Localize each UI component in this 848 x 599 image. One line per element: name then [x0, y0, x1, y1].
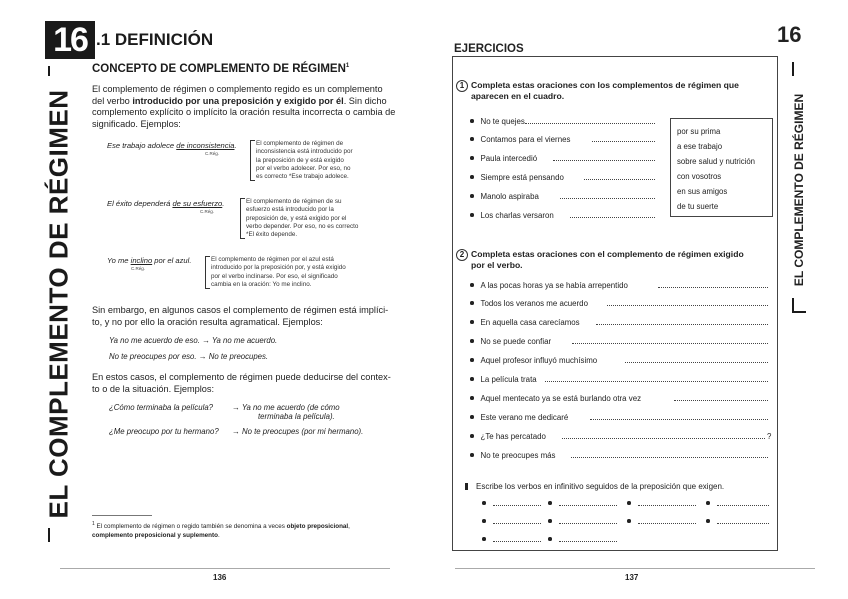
blank-line[interactable]: [592, 135, 655, 142]
section-title: .1 DEFINICIÓN: [96, 30, 214, 49]
spine-dash-mark: [48, 528, 50, 542]
blank-line[interactable]: [562, 432, 765, 439]
word-bank-item: a ese trabajo: [677, 142, 723, 151]
blank-line[interactable]: [572, 337, 768, 344]
context-example-answer: → Ya no me acuerdo (de cómo: [232, 403, 340, 412]
infinitive-blank[interactable]: [482, 499, 493, 508]
left-spine: [44, 64, 74, 544]
exercise-2-item: Este verano me dedicaré: [470, 413, 568, 422]
blank-line[interactable]: [596, 318, 768, 325]
concept-title: CONCEPTO DE COMPLEMENTO DE RÉGIMEN$^1$: [92, 63, 350, 75]
blank-line[interactable]: [559, 535, 617, 542]
blank-line[interactable]: [717, 499, 769, 506]
exercises-title: EJERCICIOS: [454, 43, 524, 55]
chapter-number: 16: [777, 22, 802, 47]
blank-line[interactable]: [570, 211, 655, 218]
context-example-question: ¿Me preocupo por tu hermano?: [109, 427, 219, 436]
example-sentence: Ese trabajo adolece de inconsistencia.: [107, 141, 237, 150]
blank-line[interactable]: [559, 499, 617, 506]
exercise-2-item: Aquel profesor influyó muchísimo: [470, 356, 597, 365]
blank-line[interactable]: [525, 117, 655, 124]
exercise-2-item: ¿Te has percatado: [470, 432, 546, 441]
exercise-1-item: Los charlas versaron: [470, 211, 554, 220]
bottom-rule: [455, 568, 815, 569]
explanation-note: El complemento de régimen de inconsistencia está introducido por la preposición de y está exigido por el verbo adolecer. Por eso, no es correcto *Ese trabajo adolece.: [250, 140, 395, 181]
spine-dash-mark: [792, 311, 806, 313]
exercise-2-item: Aquel mentecato ya se está burlando otra vez: [470, 394, 641, 403]
word-bank-item: sobre salud y nutrición: [677, 157, 756, 166]
left-spine-text: EL COMPLEMENTO DE RÉGIMEN: [43, 89, 74, 519]
infinitive-blank[interactable]: [706, 499, 717, 508]
word-bank-item: por su prima: [677, 127, 721, 136]
infinitive-blank[interactable]: [548, 517, 559, 526]
blank-line[interactable]: [584, 173, 655, 180]
intro-paragraph: El complemento de régimen o complemento regido es un complemento del verbo introducido por una preposición y exigido por él. Sin dicho complemento explícito o implícito la oración resulta incorrecta o cambia de significado. Ejemplos:: [92, 84, 396, 129]
explanation-note: El complemento de régimen de su esfuerzo está introducido por la preposición de, y está exigido por el verbo depender. Por eso, no es correcto *El éxito depende.: [240, 198, 400, 239]
context-example-question: ¿Cómo terminaba la película?: [109, 403, 214, 412]
tag-label: C.Rég.: [200, 209, 215, 214]
tag-label: C.Rég.: [205, 151, 220, 156]
right-spine: [787, 60, 811, 320]
infinitive-blank[interactable]: [482, 535, 493, 544]
blank-line[interactable]: [625, 356, 768, 363]
exercise-number-1: 1: [456, 80, 468, 92]
word-bank-item: con vosotros: [677, 172, 722, 181]
example-sentence: El éxito dependerá de su esfuerzo.: [107, 199, 225, 208]
exercise-1-instruction: Completa estas oraciones con los complementos de régimen que aparecen en el cuadro.: [471, 80, 739, 101]
exercise-2-item: A las pocas horas ya se había arrepentido: [470, 281, 628, 290]
context-example-answer-cont: terminaba la película).: [258, 412, 335, 421]
infinitive-blank[interactable]: [706, 517, 717, 526]
blank-line[interactable]: [545, 375, 768, 382]
exercise-2-item: La película trata: [470, 375, 537, 384]
blank-line[interactable]: [560, 192, 655, 199]
blank-line[interactable]: [493, 499, 541, 506]
exercise-number-2: 2: [456, 249, 468, 261]
footnote: $^1$ El complemento de régimen o regido también se denomina a veces objeto preposicional, complemento preposicional y suplemento.: [92, 521, 350, 540]
infinitive-blank[interactable]: [627, 499, 638, 508]
exercise-2-instruction: Completa estas oraciones con el complemento de régimen exigido por el verbo.: [471, 249, 744, 270]
spine-dash-mark: [792, 62, 794, 76]
implicit-paragraph: Sin embargo, en algunos casos el complemento de régimen está implíci- to, y no por ello la oración resulta agramatical. Ejemplos:: [92, 305, 389, 327]
exercise-2-item: En aquella casa carecíamos: [470, 318, 580, 327]
spine-dash-mark: [48, 66, 50, 76]
footnote-rule: [92, 515, 152, 516]
blank-line[interactable]: [607, 299, 768, 306]
tag-label: C.Rég.: [131, 266, 146, 271]
exercise-2-item: No te preocupes más: [470, 451, 556, 460]
page-number-left: 136: [213, 573, 227, 582]
blank-line[interactable]: [553, 154, 655, 161]
bottom-rule: [60, 568, 390, 569]
blank-line[interactable]: [717, 517, 769, 524]
exercise-1-item: Contamos para el viernes: [470, 135, 570, 144]
explanation-note: El complemento de régimen por el azul está introducido por la preposición por, y está exigido por el verbo inclinarse. Por eso, el significado cambia en la oración: Yo me inclino.: [205, 256, 400, 289]
exercise-2-item: No se puede confiar: [470, 337, 551, 346]
blank-line[interactable]: [493, 517, 541, 524]
infinitive-blank[interactable]: [627, 517, 638, 526]
blank-line[interactable]: [571, 451, 768, 458]
blank-line[interactable]: [658, 281, 768, 288]
context-paragraph: En estos casos, el complemento de régimen puede deducirse del contex- to o de la situación. Ejemplos:: [92, 372, 391, 394]
infinitive-blank[interactable]: [548, 499, 559, 508]
blank-line[interactable]: [590, 413, 768, 420]
exercise-1-item: Siempre está pensando: [470, 173, 564, 182]
spine-dash-mark: [792, 298, 794, 312]
exercise-1-item: No te quejes: [470, 117, 525, 126]
infinitive-instruction: Escribe los verbos en infinitivo seguidos de la preposición que exigen.: [465, 482, 724, 491]
right-spine-text: EL COMPLEMENTO DE RÉGIMEN: [792, 93, 806, 287]
blank-line[interactable]: [638, 517, 696, 524]
question-mark: ?: [767, 432, 772, 441]
exercise-1-item: Manolo aspiraba: [470, 192, 539, 201]
infinitive-blank[interactable]: [482, 517, 493, 526]
word-bank-item: de tu suerte: [677, 202, 719, 211]
context-example-answer: → No te preocupes (por mi hermano).: [232, 427, 364, 436]
blank-line[interactable]: [638, 499, 696, 506]
section-number-badge: 16: [45, 21, 95, 59]
exercise-1-item: Paula intercedió: [470, 154, 537, 163]
word-bank-box: [670, 118, 773, 217]
exercise-2-item: Todos los veranos me acuerdo: [470, 299, 588, 308]
blank-line[interactable]: [674, 394, 768, 401]
page-number-right: 137: [625, 573, 639, 582]
word-bank-item: en sus amigos: [677, 187, 728, 196]
implicit-example: No te preocupes por eso. → No te preocupes.: [109, 352, 269, 361]
blank-line[interactable]: [559, 517, 617, 524]
blank-line[interactable]: [493, 535, 541, 542]
implicit-example: Ya no me acuerdo de eso. → Ya no me acuerdo.: [109, 336, 278, 345]
infinitive-blank[interactable]: [548, 535, 559, 544]
example-sentence: Yo me inclino por el azul.: [107, 256, 192, 265]
